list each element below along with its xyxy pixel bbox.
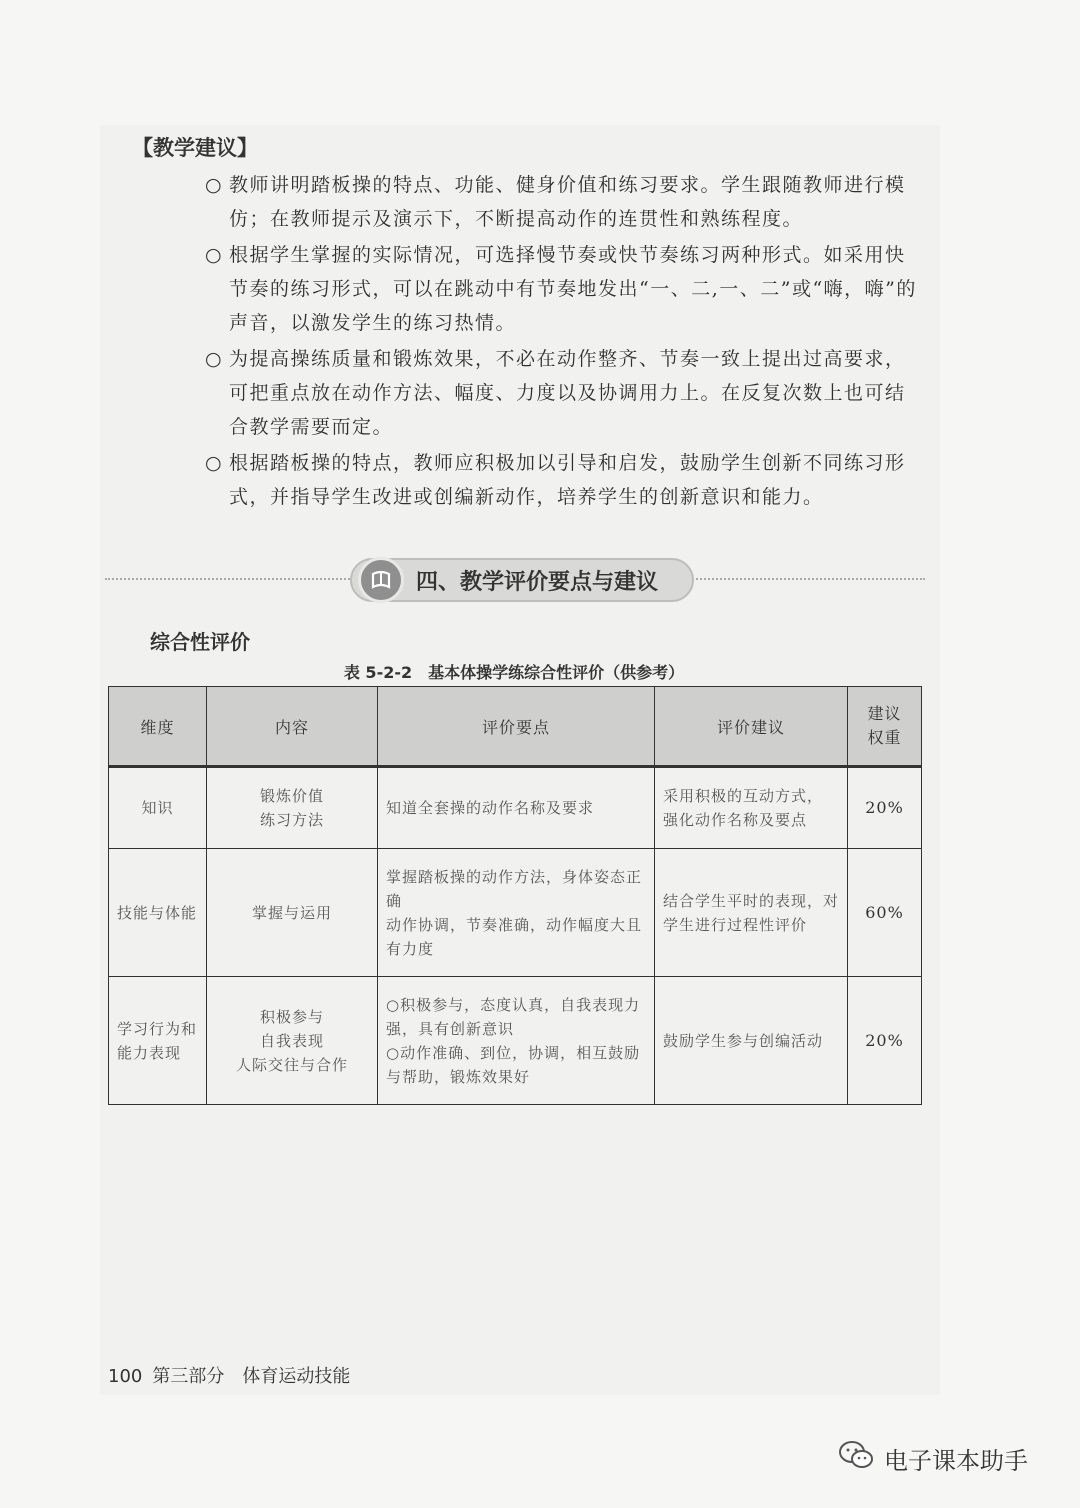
circle-bullet-icon: ○ <box>205 452 224 474</box>
table-row <box>109 767 922 849</box>
suggestion-item <box>205 168 925 236</box>
points-line: 动作协调，节奏准确，动作幅度大且有力度 <box>386 915 643 958</box>
header-points: 评价要点 <box>378 687 655 767</box>
table-caption: 表 5-2-2 基本体操学练综合性评价（供参考） <box>343 663 685 682</box>
points-line: 掌握踏板操的动作方法，身体姿态正确 <box>386 867 643 910</box>
evaluation-table <box>108 686 922 1105</box>
cell-advice <box>655 977 848 1105</box>
header-weight: 建议权重 <box>848 687 922 767</box>
wechat-icon <box>838 1440 874 1476</box>
cell-dimension: 知识 <box>109 767 207 849</box>
content-line: 人际交往与合作 <box>235 1055 348 1074</box>
cell-weight: 20% <box>848 767 922 849</box>
cell-dimension: 技能与体能 <box>109 849 207 977</box>
cell-weight: 20% <box>848 977 922 1105</box>
page-footer <box>108 1362 350 1388</box>
points-line: 知道全套操的动作名称及要求 <box>386 799 595 817</box>
footer-part: 第三部分 <box>152 1366 225 1387</box>
advice-line: 鼓励学生参与创编活动 <box>663 1031 824 1050</box>
cell-content <box>207 849 378 977</box>
watermark <box>838 1440 1028 1476</box>
teaching-suggestions-heading: 【教学建议】 <box>132 136 258 160</box>
circle-bullet-icon: ○ <box>205 174 224 196</box>
advice-line: 采用积极的互动方式， <box>663 787 824 805</box>
suggestion-item <box>205 342 925 444</box>
book-icon <box>358 557 404 603</box>
cell-advice <box>655 849 848 977</box>
footer-title: 体育运动技能 <box>242 1366 351 1387</box>
content-line: 积极参与 <box>259 1007 324 1026</box>
cell-points <box>378 767 655 849</box>
suggestion-text: 教师讲明踏板操的特点、功能、健身价值和练习要求。学生跟随教师进行模仿；在教师提示及演示下，不断提高动作的连贯性和熟练程度。 <box>229 174 906 230</box>
circle-bullet-icon: ○ <box>205 348 224 370</box>
section-banner <box>350 558 694 602</box>
advice-line: 强化动作名称及要点 <box>663 811 808 829</box>
advice-line: 结合学生平时的表现，对学生进行过程性评价 <box>663 891 840 934</box>
points-line: ○动作准确、到位，协调，相互鼓励与帮助，锻炼效果好 <box>386 1043 641 1086</box>
circle-bullet-icon: ○ <box>205 244 224 266</box>
cell-content <box>207 767 378 849</box>
content-line: 练习方法 <box>259 811 324 829</box>
suggestion-text: 为提高操练质量和锻炼效果，不必在动作整齐、节奏一致上提出过高要求，可把重点放在动作方法、幅度、力度以及协调用力上。在反复次数上也可结合教学需要而定。 <box>229 348 906 438</box>
watermark-text: 电子课本助手 <box>884 1446 1028 1475</box>
cell-advice <box>655 767 848 849</box>
table-row <box>109 849 922 977</box>
comprehensive-heading: 综合性评价 <box>150 630 250 654</box>
teaching-suggestions-list <box>205 168 925 516</box>
header-dimension: 维度 <box>109 687 207 767</box>
section-banner-title: 四、教学评价要点与建议 <box>416 569 659 595</box>
points-line: ○积极参与，态度认真，自我表现力强，具有创新意识 <box>386 995 641 1038</box>
cell-points <box>378 849 655 977</box>
content-line: 掌握与运用 <box>251 903 332 922</box>
content-line: 锻炼价值 <box>259 787 324 805</box>
page-number: 100 <box>108 1366 143 1387</box>
cell-content <box>207 977 378 1105</box>
suggestion-text: 根据学生掌握的实际情况，可选择慢节奏或快节奏练习两种形式。如采用快节奏的练习形式，可以在跳动中有节奏地发出“一、二,一、二”或“嗨，嗨”的声音，以激发学生的练习热情。 <box>229 244 917 334</box>
table-header-row <box>109 687 922 767</box>
header-content: 内容 <box>207 687 378 767</box>
suggestion-item <box>205 238 925 340</box>
cell-dimension: 学习行为和能力表现 <box>109 977 207 1105</box>
table-row <box>109 977 922 1105</box>
content-line: 自我表现 <box>259 1031 324 1050</box>
suggestion-text: 根据踏板操的特点，教师应积极加以引导和启发，鼓励学生创新不同练习形式，并指导学生改进或创编新动作，培养学生的创新意识和能力。 <box>229 452 906 508</box>
cell-weight: 60% <box>848 849 922 977</box>
cell-points <box>378 977 655 1105</box>
suggestion-item <box>205 446 925 514</box>
header-advice: 评价建议 <box>655 687 848 767</box>
